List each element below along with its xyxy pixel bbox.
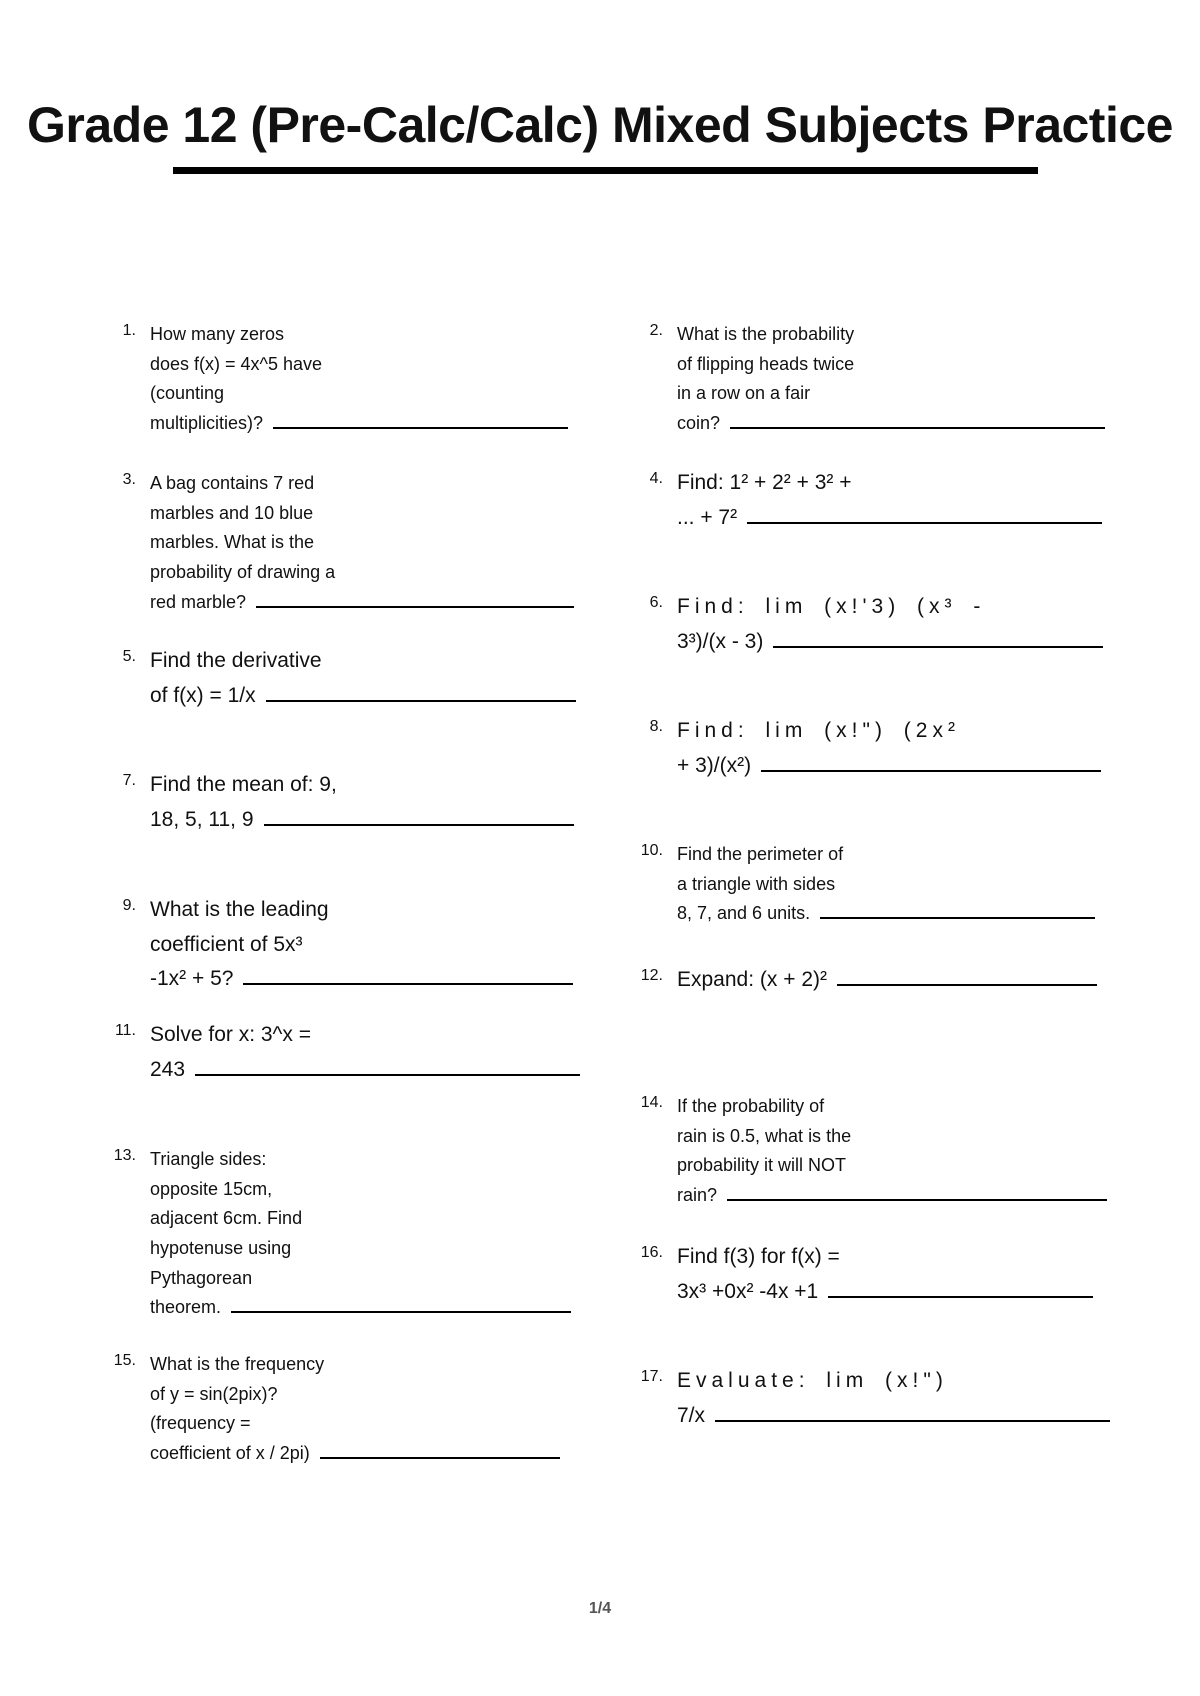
- answer-blank-11[interactable]: [195, 1074, 580, 1076]
- question-number: 13.: [113, 1147, 136, 1164]
- question-17: [623, 1364, 1110, 1433]
- question-number: 3.: [122, 471, 136, 488]
- answer-blank-12[interactable]: [837, 984, 1097, 986]
- question-text: What is the leading coefficient of 5x³ -1x² + 5?: [150, 893, 573, 997]
- question-text: Solve for x: 3^x = 243: [150, 1018, 580, 1087]
- answer-blank-13[interactable]: [231, 1311, 571, 1313]
- question-6: [623, 590, 1103, 659]
- question-number: 9.: [122, 897, 136, 914]
- answer-blank-2[interactable]: [730, 427, 1105, 429]
- question-1: [96, 320, 568, 439]
- question-5: [96, 644, 576, 713]
- question-text: What is the frequency of y = sin(2pix)? (frequency = coefficient of x / 2pi): [150, 1350, 560, 1469]
- question-text: What is the probability of flipping heads twice in a row on a fair coin?: [677, 320, 1105, 439]
- answer-blank-8[interactable]: [761, 770, 1101, 772]
- question-number: 5.: [122, 648, 136, 665]
- question-number: 7.: [122, 772, 136, 789]
- question-7: [96, 768, 574, 837]
- answer-blank-3[interactable]: [256, 606, 574, 608]
- question-12: [623, 963, 1097, 998]
- question-number: 4.: [649, 470, 663, 487]
- question-number: 12.: [640, 967, 663, 984]
- question-11: [96, 1018, 580, 1087]
- question-number: 16.: [640, 1244, 663, 1261]
- answer-blank-7[interactable]: [264, 824, 574, 826]
- question-number: 1.: [122, 322, 136, 339]
- answer-blank-15[interactable]: [320, 1457, 560, 1459]
- question-text: Find: lim (x!") (2x² + 3)/(x²): [677, 714, 1101, 783]
- answer-blank-9[interactable]: [243, 983, 573, 985]
- answer-blank-6[interactable]: [773, 646, 1103, 648]
- question-15: [96, 1350, 560, 1469]
- answer-blank-1[interactable]: [273, 427, 568, 429]
- question-text: Evaluate: lim (x!") 7/x: [677, 1364, 1110, 1433]
- answer-blank-16[interactable]: [828, 1296, 1093, 1298]
- question-number: 10.: [640, 842, 663, 859]
- title-underline: [173, 167, 1038, 174]
- question-number: 15.: [113, 1352, 136, 1369]
- answer-blank-17[interactable]: [715, 1420, 1110, 1422]
- question-text: Find: 1² + 2² + 3² + ... + 7²: [677, 466, 1102, 535]
- question-9: [96, 893, 573, 997]
- page-number: 1/4: [588, 1600, 612, 1617]
- answer-blank-5[interactable]: [266, 700, 576, 702]
- answer-blank-4[interactable]: [747, 522, 1102, 524]
- question-3: [96, 469, 574, 617]
- question-text: How many zeros does f(x) = 4x^5 have (counting multiplicities)?: [150, 320, 568, 439]
- question-13: [96, 1145, 571, 1323]
- question-text: Find f(3) for f(x) = 3x³ +0x² -4x +1: [677, 1240, 1093, 1309]
- question-number: 11.: [114, 1022, 136, 1039]
- question-number: 14.: [640, 1094, 663, 1111]
- question-4: [623, 466, 1102, 535]
- question-8: [623, 714, 1101, 783]
- question-number: 2.: [649, 322, 663, 339]
- question-16: [623, 1240, 1093, 1309]
- answer-blank-14[interactable]: [727, 1199, 1107, 1201]
- page-title: Grade 12 (Pre-Calc/Calc) Mixed Subjects Practice: [27, 97, 1173, 153]
- question-2: [623, 320, 1105, 439]
- question-text: Triangle sides: opposite 15cm, adjacent 6cm. Find hypotenuse using Pythagorean theorem.: [150, 1145, 571, 1323]
- question-text: Find the derivative of f(x) = 1/x: [150, 644, 576, 713]
- answer-blank-10[interactable]: [820, 917, 1095, 919]
- question-text: A bag contains 7 red marbles and 10 blue marbles. What is the probability of drawing a red marble?: [150, 469, 574, 617]
- question-number: 17.: [640, 1368, 663, 1385]
- question-text: Find: lim (x!'3) (x³ - 3³)/(x - 3): [677, 590, 1103, 659]
- question-text: Expand: (x + 2)²: [677, 963, 1097, 998]
- question-number: 8.: [649, 718, 663, 735]
- question-text: Find the mean of: 9, 18, 5, 11, 9: [150, 768, 574, 837]
- question-14: [623, 1092, 1107, 1211]
- question-10: [623, 840, 1095, 929]
- question-text: Find the perimeter of a triangle with sides 8, 7, and 6 units.: [677, 840, 1095, 929]
- question-text: If the probability of rain is 0.5, what is the probability it will NOT rain?: [677, 1092, 1107, 1211]
- question-number: 6.: [649, 594, 663, 611]
